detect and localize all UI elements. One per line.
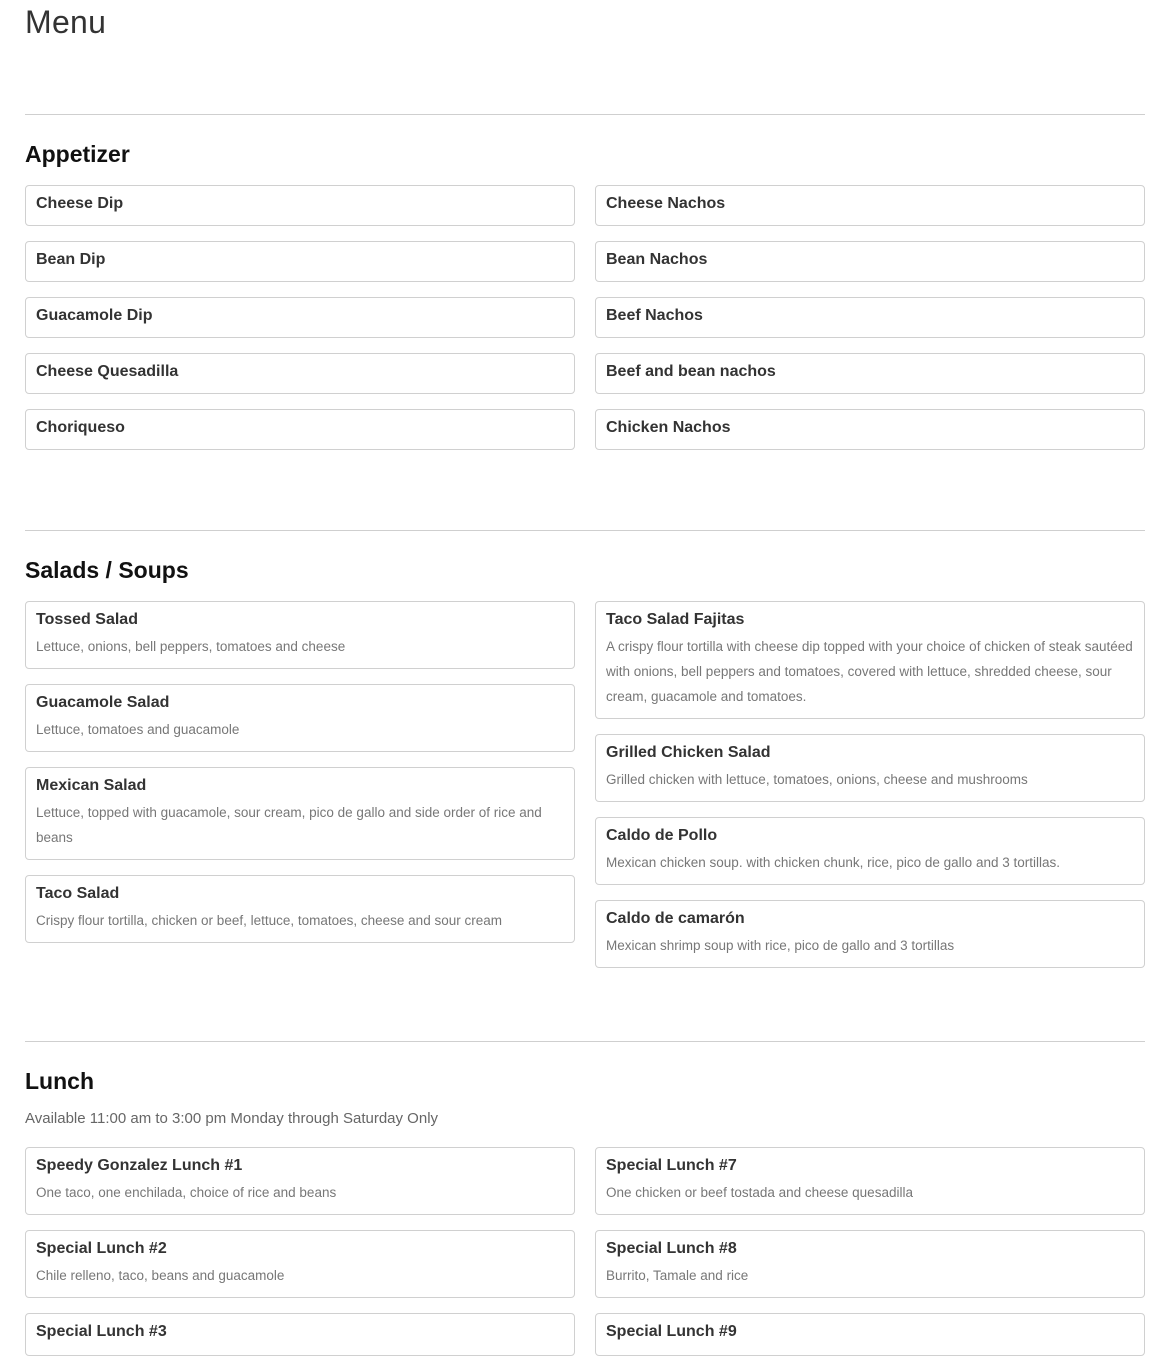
menu-item-name: Cheese Nachos bbox=[606, 195, 726, 212]
menu-item-bean-nachos[interactable] bbox=[595, 241, 1145, 282]
appetizer-left-column bbox=[25, 185, 575, 465]
menu-item-beef-nachos[interactable] bbox=[595, 297, 1145, 338]
salads-left-column bbox=[25, 601, 575, 958]
appetizer-right-column bbox=[595, 185, 1145, 465]
menu-item-name: Guacamole Salad bbox=[36, 694, 170, 711]
menu-item-name: Special Lunch #3 bbox=[36, 1323, 167, 1340]
menu-item-guacamole-dip[interactable] bbox=[25, 297, 575, 338]
menu-item-description: A crispy flour tortilla with cheese dip topped with your choice of chicken of steak sautéed with onions, bell peppers and tomatoes, covered with lettuce, shredded cheese, sour cream, guacamole and tomatoes. bbox=[606, 639, 1133, 704]
menu-item-name: Taco Salad bbox=[36, 885, 120, 902]
menu-item-name: Grilled Chicken Salad bbox=[606, 744, 771, 761]
menu-item-name: Caldo de Pollo bbox=[606, 827, 718, 844]
menu-item-name: Taco Salad Fajitas bbox=[606, 611, 745, 628]
menu-item-name: Special Lunch #7 bbox=[606, 1157, 737, 1174]
menu-item-description: Mexican chicken soup. with chicken chunk, rice, pico de gallo and 3 tortillas. bbox=[606, 855, 1060, 870]
menu-item-description: One taco, one enchilada, choice of rice and beans bbox=[36, 1185, 337, 1200]
menu-item-tossed-salad[interactable] bbox=[25, 601, 575, 669]
menu-item-name: Beef Nachos bbox=[606, 307, 703, 324]
menu-item-name: Special Lunch #2 bbox=[36, 1240, 167, 1257]
lunch-right-column bbox=[595, 1147, 1145, 1371]
section-title-salads-soups: Salads / Soups bbox=[25, 557, 189, 583]
lunch-left-column bbox=[25, 1147, 575, 1371]
menu-item-name: Choriqueso bbox=[36, 419, 125, 436]
menu-item-name: Mexican Salad bbox=[36, 777, 147, 794]
menu-item-description: Mexican shrimp soup with rice, pico de gallo and 3 tortillas bbox=[606, 938, 955, 953]
menu-item-caldo-de-pollo[interactable] bbox=[595, 817, 1145, 885]
menu-item-description: Burrito, Tamale and rice bbox=[606, 1268, 749, 1283]
menu-item-bean-dip[interactable] bbox=[25, 241, 575, 282]
menu-item-description: One chicken or beef tostada and cheese quesadilla bbox=[606, 1185, 913, 1200]
salads-right-column bbox=[595, 601, 1145, 983]
section-divider bbox=[25, 1041, 1145, 1042]
menu-item-name: Cheese Quesadilla bbox=[36, 363, 179, 380]
menu-item-special-lunch-3[interactable] bbox=[25, 1313, 575, 1356]
menu-item-name: Guacamole Dip bbox=[36, 307, 153, 324]
menu-item-taco-salad[interactable] bbox=[25, 875, 575, 943]
menu-item-taco-salad-fajitas[interactable] bbox=[595, 601, 1145, 719]
menu-item-name: Caldo de camarón bbox=[606, 910, 745, 927]
menu-item-name: Bean Dip bbox=[36, 251, 106, 268]
menu-item-name: Tossed Salad bbox=[36, 611, 138, 628]
section-title-appetizer: Appetizer bbox=[25, 141, 130, 167]
menu-item-special-lunch-7[interactable] bbox=[595, 1147, 1145, 1215]
menu-item-grilled-chicken-salad[interactable] bbox=[595, 734, 1145, 802]
menu-item-cheese-quesadilla[interactable] bbox=[25, 353, 575, 394]
menu-item-description: Chile relleno, taco, beans and guacamole bbox=[36, 1268, 285, 1283]
menu-item-special-lunch-2[interactable] bbox=[25, 1230, 575, 1298]
section-title-lunch: Lunch bbox=[25, 1068, 94, 1094]
menu-item-description: Grilled chicken with lettuce, tomatoes, onions, cheese and mushrooms bbox=[606, 772, 1028, 787]
menu-item-name: Beef and bean nachos bbox=[606, 363, 776, 380]
menu-item-description: Lettuce, onions, bell peppers, tomatoes and cheese bbox=[36, 639, 346, 654]
menu-item-mexican-salad[interactable] bbox=[25, 767, 575, 860]
menu-item-cheese-nachos[interactable] bbox=[595, 185, 1145, 226]
menu-item-speedy-gonzalez-lunch-1[interactable] bbox=[25, 1147, 575, 1215]
menu-item-name: Bean Nachos bbox=[606, 251, 708, 268]
menu-item-name: Special Lunch #8 bbox=[606, 1240, 737, 1257]
menu-item-description: Lettuce, topped with guacamole, sour cream, pico de gallo and side order of rice and beans bbox=[36, 805, 542, 845]
menu-item-guacamole-salad[interactable] bbox=[25, 684, 575, 752]
menu-item-name: Special Lunch #9 bbox=[606, 1323, 737, 1340]
menu-item-description: Lettuce, tomatoes and guacamole bbox=[36, 722, 240, 737]
menu-item-name: Speedy Gonzalez Lunch #1 bbox=[36, 1157, 243, 1174]
section-divider bbox=[25, 530, 1145, 531]
menu-item-special-lunch-8[interactable] bbox=[595, 1230, 1145, 1298]
menu-item-name: Chicken Nachos bbox=[606, 419, 731, 436]
section-note-lunch: Available 11:00 am to 3:00 pm Monday through Saturday Only bbox=[25, 1110, 439, 1127]
menu-item-name: Cheese Dip bbox=[36, 195, 124, 212]
menu-item-cheese-dip[interactable] bbox=[25, 185, 575, 226]
menu-item-choriqueso[interactable] bbox=[25, 409, 575, 450]
menu-item-beef-and-bean-nachos[interactable] bbox=[595, 353, 1145, 394]
menu-item-description: Crispy flour tortilla, chicken or beef, lettuce, tomatoes, cheese and sour cream bbox=[36, 913, 502, 928]
section-divider bbox=[25, 114, 1145, 115]
menu-item-caldo-de-camaron[interactable] bbox=[595, 900, 1145, 968]
page-title: Menu bbox=[25, 4, 107, 40]
menu-item-chicken-nachos[interactable] bbox=[595, 409, 1145, 450]
menu-item-special-lunch-9[interactable] bbox=[595, 1313, 1145, 1356]
